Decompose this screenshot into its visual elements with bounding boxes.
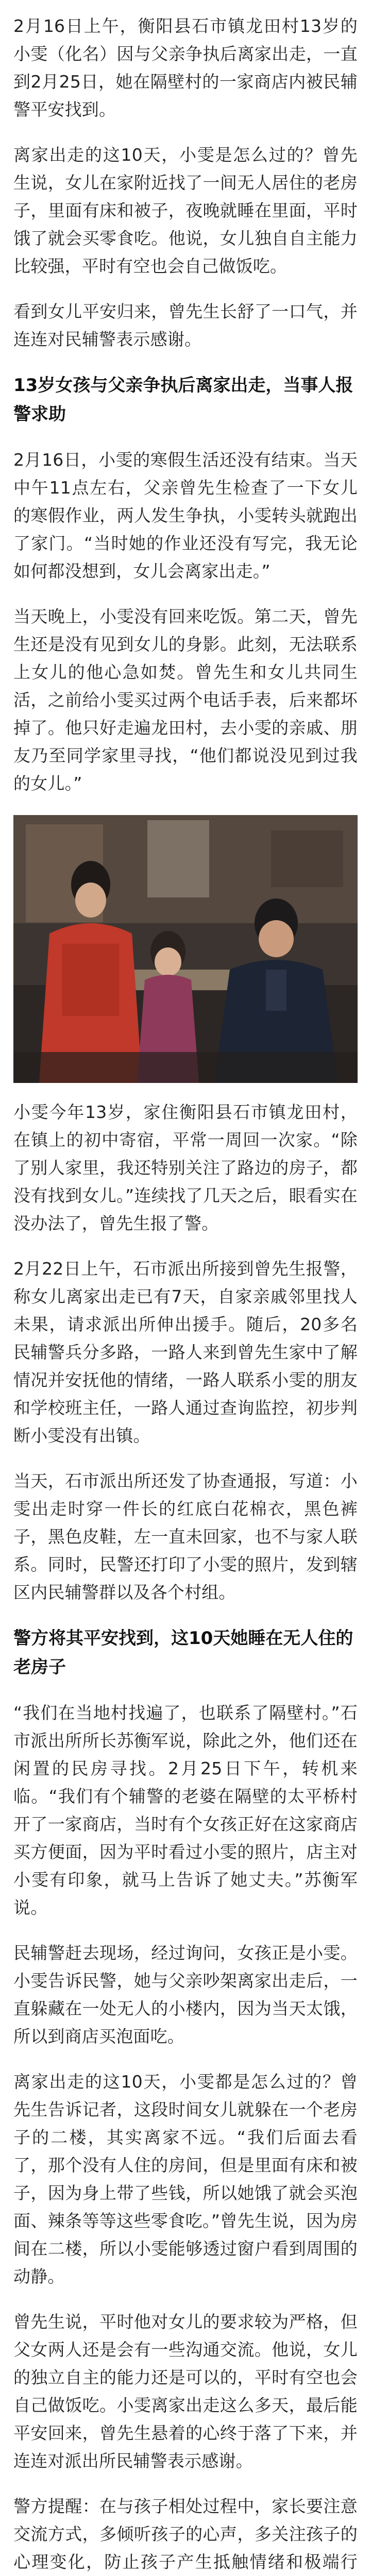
section2-paragraph-3: 离家出走的这10天，小雯都是怎么过的？曾先生告诉记者，这段时间女儿就躲在一个老房子的二楼，其实离家不远。“我们后面去看了，那个没有人住的房间，但是里面有床和被子，因为身上带了些钱，所以她饿了就会买泡面、辣条等等这些零食吃。”曾先生说，因为房间在二楼，所以小雯能够透过窗户看到周围的动静。 [13,2072,358,2286]
section1-paragraph-1: 2月16日，小雯的寒假生活还没有结束。当天中午11点左右，父亲曾先生检查了一下女儿的寒假作业，两人发生争执，小雯转头就跑出了家门。“当时她的作业还没有写完，我无论如何都没想到，女儿会离家出走。” [13,450,358,581]
section1-paragraph-3: 小雯今年13岁，家住衡阳县石市镇龙田村，在镇上的初中寄宿，平常一周回一次家。“除了别人家里，我还特别关注了路边的房子，都没有找到女儿。”连续找了几天之后，眼看实在没办法了，曾先生报了警。 [13,1102,358,1233]
news-photo-illustration [13,815,358,1083]
section2-paragraph-2: 民辅警赶去现场，经过询问，女孩正是小雯。小雯告诉民警，她与父亲吵架离家出走后，一直躲藏在一处无人的小楼内，因为当天太饿，所以到商店买泡面吃。 [13,1943,358,2046]
intro-paragraph-1: 2月16日上午，衡阳县石市镇龙田村13岁的小雯（化名）因与父亲争执后离家出走，一直到2月25日，她在隔壁村的一家商店内被民辅警平安找到。 [13,16,358,120]
section1-paragraph-5: 当天，石市派出所还发了协查通报，写道：小雯出走时穿一件长的红底白花棉衣，黑色裤子，黑色皮鞋，左一直未回家，也不与家人联系。同时，民警还打印了小雯的照片，发到辖区内民辅警群以及各个村组。 [13,1471,358,1602]
police-reminder: 警方提醒：在与孩子相处过程中，家长要注意交流方式，多倾听孩子的心声，多关注孩子的心理变化，防止孩子产生抵触情绪和极端行 [13,2496,358,2572]
news-photo [13,815,358,1083]
intro-paragraph-2: 离家出走的这10天，小雯是怎么过的？曾先生说，女儿在家附近找了一间无人居住的老房子，里面有床和被子，夜晚就睡在里面，平时饿了就会买零食吃。他说，女儿独自自主能力比较强，平时有空也会自己做饭吃。 [13,145,358,276]
section2-paragraph-1: “我们在当地村找遍了，也联系了隔壁村。”石市派出所所长苏衡军说，除此之外，他们还在闲置的民房寻找。2月25日下午，转机来临。“我们有个辅警的老婆在隔壁的太平桥村开了一家商店，当时有个女孩正好在这家商店买方便面，因为平时看过小雯的照片，店主对小雯有印象，就马上告诉了她丈夫。”苏衡军说。 [13,1703,358,1918]
section2-paragraph-4: 曾先生说，平时他对女儿的要求较为严格，但父女两人还是会有一些沟通交流。他说，女儿的独立自主的能力还是可以的，平时有空也会自己做饭吃。小雯离家出走这么多天，最后能平安回来，曾先生悬着的心终于落了下来，并连连对派出所民辅警表示感谢。 [13,2312,358,2471]
intro-paragraph-3: 看到女儿平安归来，曾先生长舒了一口气，并连连对民辅警表示感谢。 [13,301,358,349]
section-heading-found: 警方将其平安找到，这10天她睡在无人住的老房子 [13,1628,353,1677]
section-heading-report: 13岁女孩与父亲争执后离家出走，当事人报警求助 [13,375,353,425]
section1-paragraph-2: 当天晚上，小雯没有回来吃饭。第二天，曾先生还是没有见到女儿的身影。此刻，无法联系上女儿的他心急如焚。曾先生和女儿共同生活，之前给小雯买过两个电话手表，后来都坏掉了。他只好走遍龙田村，去小雯的亲戚、朋友乃至同学家里寻找，“他们都说没见到过我的女儿。” [13,606,358,793]
section1-paragraph-4: 2月22日上午，石市派出所接到曾先生报警，称女儿离家出走已有7天，自家亲戚邻里找人未果，请求派出所伸出援手。随后，20多名民辅警兵分多路，一路人来到曾先生家中了解情况并安抚他的情绪，一路人联系小雯的朋友和学校班主任，一路人通过查询监控，初步判断小雯没有出镇。 [13,1259,358,1446]
